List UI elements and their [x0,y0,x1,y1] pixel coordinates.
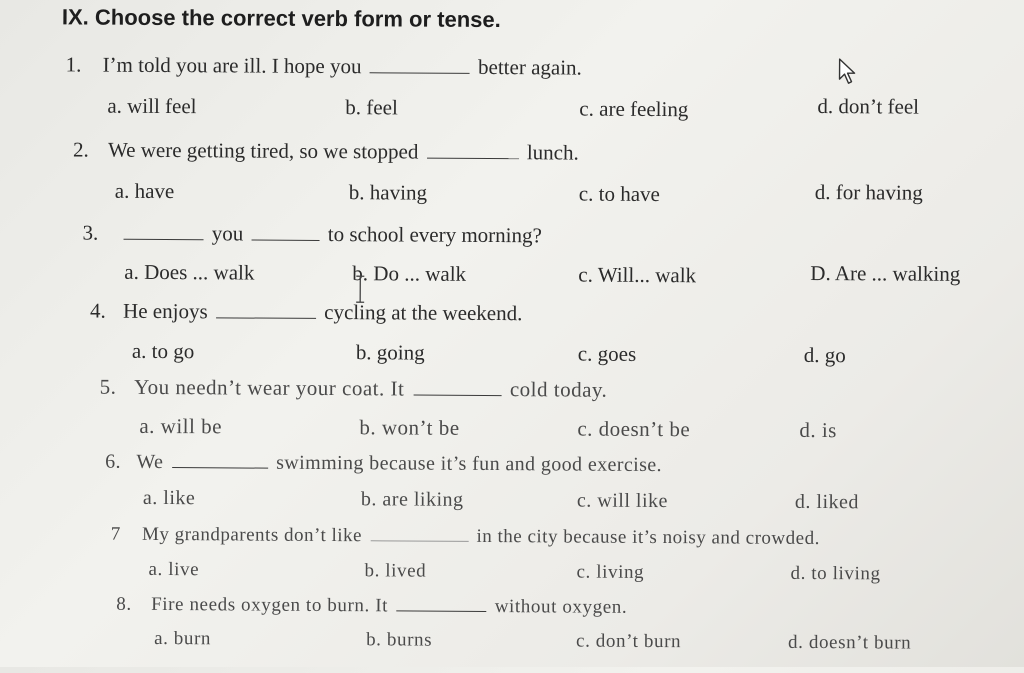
option-4c[interactable]: c. goes [577,341,637,366]
question-8 [116,594,627,619]
question-text-after: lunch. [526,140,579,165]
option-2c[interactable]: c. to have [578,181,660,207]
option-8c[interactable]: c. don’t burn [576,630,682,653]
option-6c[interactable]: c. will like [576,489,669,513]
answer-blank[interactable] [252,239,320,241]
answer-blank[interactable] [427,157,519,160]
question-number: 5. [99,374,117,399]
question-text-before: We were getting tired, so we stopped [108,137,419,164]
question-4 [90,299,522,327]
question-number: 1. [65,52,82,77]
option-4d[interactable]: d. go [803,342,846,368]
question-3 [83,221,542,249]
question-1 [66,52,582,80]
question-text-before: Fire needs oxygen to burn. It [151,593,389,617]
mouse-pointer-icon [837,57,861,87]
option-2d[interactable]: d. for having [814,179,923,205]
answer-blank[interactable] [124,238,204,240]
question-text-after: cold today. [509,377,608,402]
question-text-after: in the city because it’s noisy and crowded. [476,525,820,550]
answer-blank[interactable] [370,539,468,542]
option-3a[interactable]: a. Does ... walk [124,259,255,285]
question-number: 6. [105,450,122,473]
question-text-before: He enjoys [123,298,208,324]
option-6a[interactable]: a. like [142,486,196,510]
question-text-after: to school every morning? [327,222,542,248]
option-3c[interactable]: c. Will... walk [578,262,697,288]
option-3d[interactable]: D. Are ... walking [810,260,961,286]
option-2a[interactable]: a. have [114,178,175,204]
question-text-before: You needn’t wear your coat. It [134,374,405,401]
option-2b[interactable]: b. having [348,180,428,205]
question-text-before: My grandparents don’t like [141,523,363,547]
answer-blank[interactable] [216,316,316,319]
question-number: 2. [73,137,89,162]
option-1b[interactable]: b. feel [345,95,398,120]
text-cursor-icon [354,274,366,304]
answer-blank[interactable] [396,609,486,612]
question-text-after: swimming because it’s fun and good exercise. [276,451,663,477]
option-6b[interactable]: b. are liking [360,488,464,511]
option-6d[interactable]: d. liked [794,490,860,514]
question-text-before: I’m told you are ill. I hope you [102,52,362,79]
question-text-before: We [136,450,164,474]
option-3b[interactable]: b. Do ... walk [352,261,467,286]
option-7b[interactable]: b. lived [364,560,427,582]
question-2 [73,137,579,165]
question-number: 8. [116,593,132,615]
option-5c[interactable]: c. doesn’t be [577,416,691,442]
option-7d[interactable]: d. to living [790,562,881,585]
question-text-middle: you [211,221,244,246]
option-4a[interactable]: a. to go [131,338,195,364]
answer-blank[interactable] [370,71,470,74]
option-8d[interactable]: d. doesn’t burn [788,631,912,654]
question-text-after: better again. [477,54,582,80]
answer-blank[interactable] [413,394,501,397]
answer-blank[interactable] [172,466,268,469]
option-7a[interactable]: a. live [148,558,200,581]
option-5d[interactable]: d. is [799,417,837,443]
exercise-heading: IX. Choose the correct verb form or tense. [61,4,501,33]
question-6 [105,451,662,477]
option-1a[interactable]: a. will feel [107,93,197,119]
question-5 [100,375,608,403]
option-8a[interactable]: a. burn [154,627,212,650]
option-1d[interactable]: d. don’t feel [817,93,920,119]
option-7c[interactable]: c. living [576,561,645,583]
option-8b[interactable]: b. burns [366,629,433,651]
question-number: 7 [110,523,121,545]
question-number: 4. [90,298,106,323]
question-text-after: without oxygen. [494,596,628,618]
option-5a[interactable]: a. will be [139,413,223,439]
option-1c[interactable]: c. are feeling [579,96,689,122]
option-5b[interactable]: b. won’t be [359,415,460,440]
question-text-after: cycling at the weekend. [324,299,523,326]
question-7 [111,524,820,550]
question-number: 3. [82,220,99,245]
option-4b[interactable]: b. going [355,340,425,365]
